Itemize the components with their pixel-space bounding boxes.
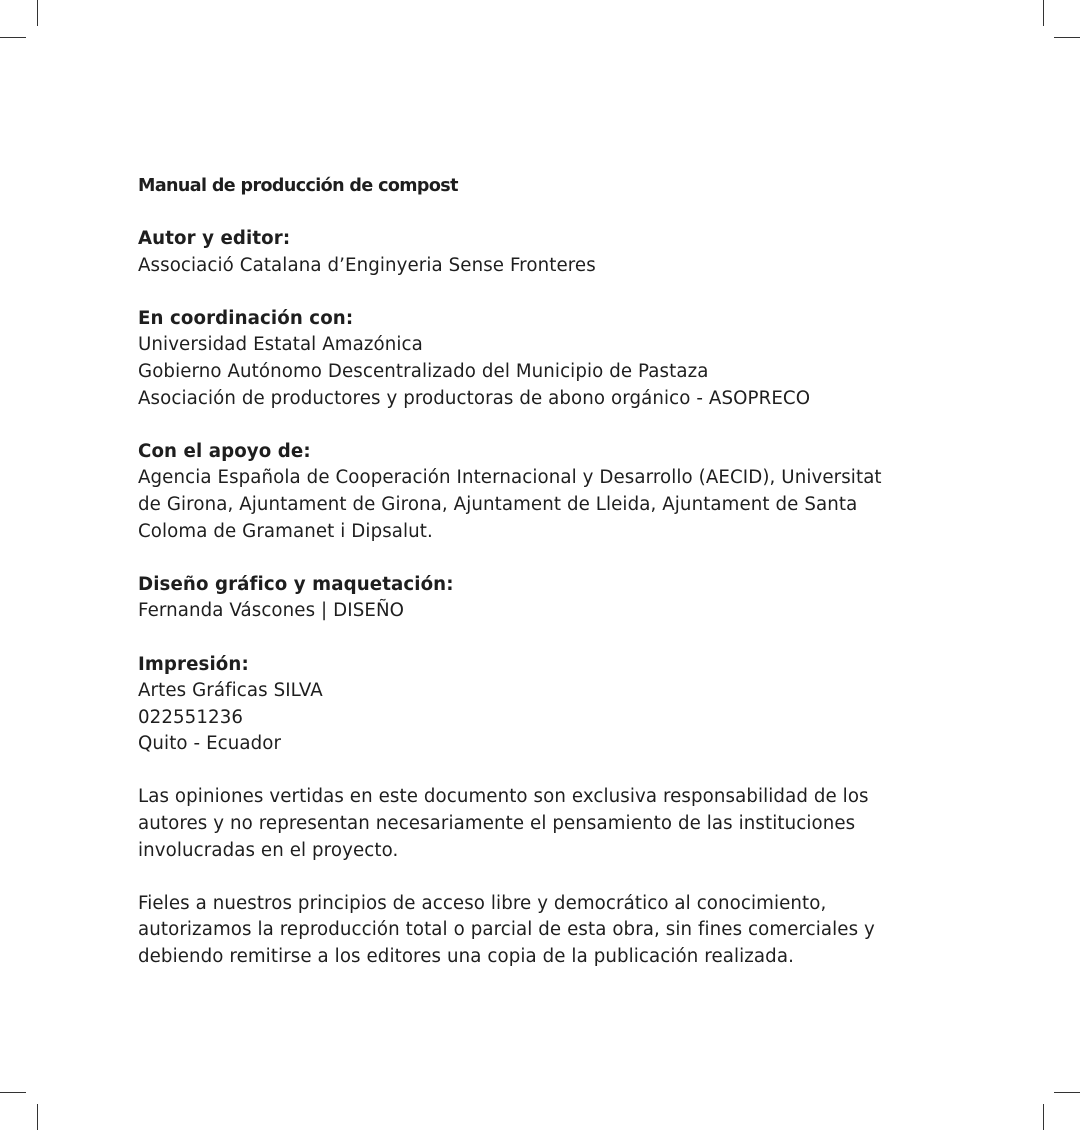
- section-heading: Impresión:: [138, 653, 249, 675]
- paragraph-line: Fieles a nuestros principios de acceso libre y democrático al conocimiento,: [138, 892, 827, 914]
- credit-section: [138, 439, 882, 545]
- credit-section: [138, 652, 882, 758]
- section-line: Fernanda Váscones | DISEÑO: [138, 600, 405, 622]
- credits-page: [138, 172, 882, 997]
- paragraph-line: autorizamos la reproducción total o parcial de esta obra, sin fines comerciales y: [138, 919, 875, 941]
- section-line: 022551236: [138, 706, 244, 728]
- paragraph-line: autores y no representan necesariamente el pensamiento de las instituciones: [138, 813, 856, 835]
- section-line: Gobierno Autónomo Descentralizado del Municipio de Pastaza: [138, 360, 709, 382]
- section-line: de Girona, Ajuntament de Girona, Ajuntament de Lleida, Ajuntament de Santa: [138, 493, 858, 515]
- crop-mark: [0, 1092, 26, 1093]
- crop-mark: [1043, 0, 1044, 26]
- section-line: Asociación de productores y productoras de abono orgánico - ASOPRECO: [138, 387, 811, 409]
- section-heading: Diseño gráfico y maquetación:: [138, 573, 454, 595]
- credit-section: [138, 306, 882, 412]
- paragraph-line: debiendo remitirse a los editores una copia de la publicación realizada.: [138, 946, 794, 968]
- section-line: Universidad Estatal Amazónica: [138, 334, 423, 356]
- crop-mark: [37, 0, 38, 26]
- document-title: Manual de producción de compost: [138, 176, 458, 196]
- section-line: Quito - Ecuador: [138, 733, 282, 755]
- disclaimer-paragraph: [138, 891, 882, 971]
- disclaimer-paragraph: [138, 784, 882, 864]
- section-line: Artes Gráficas SILVA: [138, 680, 323, 702]
- paragraph-line: Las opiniones vertidas en este documento son exclusiva responsabilidad de los: [138, 786, 869, 808]
- section-heading: Con el apoyo de:: [138, 440, 311, 462]
- crop-mark: [0, 37, 26, 38]
- crop-mark: [1043, 1104, 1044, 1130]
- section-heading: En coordinación con:: [138, 307, 354, 329]
- section-heading: Autor y editor:: [138, 228, 291, 249]
- crop-mark: [1054, 1092, 1080, 1093]
- section-line: Coloma de Gramanet i Dipsalut.: [138, 520, 433, 542]
- credit-section: [138, 572, 882, 625]
- section-line: Associació Catalana d’Enginyeria Sense Fronteres: [138, 254, 596, 276]
- crop-mark: [37, 1104, 38, 1130]
- section-line: Agencia Española de Cooperación Internacional y Desarrollo (AECID), Universitat: [138, 467, 882, 489]
- credit-section: [138, 226, 882, 279]
- paragraph-line: involucradas en el proyecto.: [138, 839, 399, 861]
- crop-mark: [1054, 37, 1080, 38]
